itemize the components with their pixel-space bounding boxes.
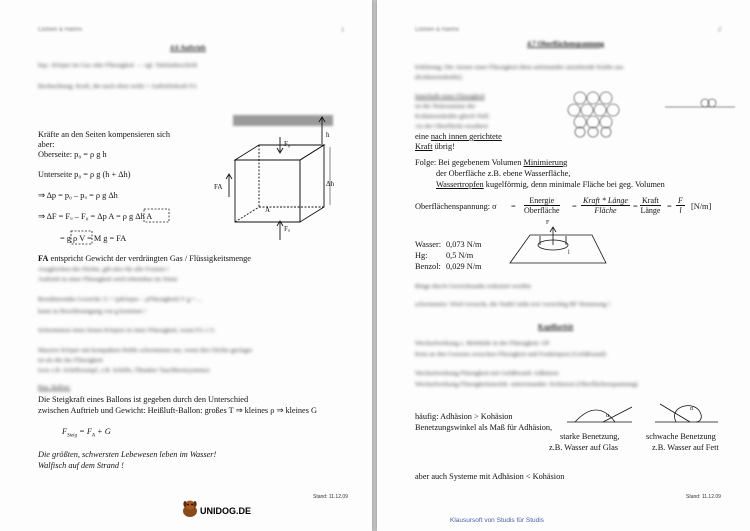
blurred-text: Massive Körper mit kompakten Hohle schwimmen nur, wenn ihre Dichte geringer bbox=[38, 347, 253, 354]
blurred-text: Kohäsionskräfte gleich Null. bbox=[415, 113, 490, 120]
bold-fa: FA bbox=[38, 254, 49, 263]
page-number: 1 bbox=[341, 27, 345, 33]
blurred-text: bsp.: Körper im Gas oder Flüssigkeit → vgl. Tafelanbeschrift bbox=[38, 62, 198, 69]
value-name: Wasser: bbox=[415, 240, 442, 249]
blurred-text: Ausgleichen der Dichte, gilt also für alle Formen ! bbox=[38, 266, 170, 273]
text-span: eine bbox=[415, 132, 431, 141]
formula-part: F bbox=[62, 427, 68, 436]
blurred-text: ist die Nettosumme der bbox=[415, 103, 476, 110]
page-header: Cloßen & Hanns bbox=[415, 27, 460, 33]
label-fu: Fᵤ bbox=[284, 225, 291, 233]
equation-line: ⇒ Δp = p₀ – pᵤ = ρ g Δh bbox=[38, 191, 118, 200]
text-line: Die Steigkraft eines Ballons ist gegeben durch den Unterschied bbox=[38, 395, 249, 404]
label-h: h bbox=[326, 131, 330, 139]
blurred-text: An der Oberfläche resultiert bbox=[415, 123, 489, 130]
text-line: Oberseite: p₀ = ρ g h bbox=[38, 150, 107, 159]
italic-note: Walfisch auf dem Strand ! bbox=[38, 461, 124, 470]
formula-part: = F bbox=[79, 427, 92, 436]
formula-sub: A bbox=[91, 433, 95, 439]
equals-sign: = bbox=[511, 202, 516, 211]
blurred-text: Wechselwirkung Flüssigkeitsmolek. untereinander: Kohäsion (Oberflächenspannung) bbox=[415, 381, 638, 388]
blurred-text: Wechselwirkung Flüssigkeit mit Gefäßwand: Adhäsion bbox=[415, 370, 559, 377]
blurred-text: Wechselwirkung z. Moleküle in der Flüssigkeit: OF bbox=[415, 340, 550, 347]
text-line: Unterseite p₀ = ρ g (h + Δh) bbox=[38, 170, 131, 179]
text-span: Kraft bbox=[415, 142, 433, 151]
text-span: übrig! bbox=[432, 142, 455, 151]
text-line: Kräfte an den Seiten kompensieren sich bbox=[38, 130, 171, 139]
italic-note: Die größten, schwersten Lebewesen leben im Wasser! bbox=[38, 450, 217, 459]
stand-date: Stand: 11.12.09 bbox=[686, 494, 721, 500]
label-dh: Δh bbox=[326, 180, 335, 188]
fraction-denominator: l bbox=[679, 206, 682, 215]
blurred-text: Ringe durch Gewichtsnahe reduziert werden bbox=[415, 283, 531, 290]
equals-sign: = bbox=[572, 202, 577, 211]
fraction-numerator: Kraft * Länge bbox=[583, 196, 628, 205]
blurred-text: Erklärung: Die Atome einer Flüssigkeit üben aufeinander anziehende Kräfte aus bbox=[415, 64, 624, 71]
caption-weak: z.B. Wasser auf Fett bbox=[652, 443, 719, 452]
text-span: kugelförmig, denn minimale Fläche bei geg. Volumen bbox=[483, 180, 665, 189]
blurred-text: Innerhalb einer Flüssigkeit bbox=[415, 93, 485, 100]
blurred-text: Beobachtung: Kraft, die nach oben wirkt = Auftriebskraft FA bbox=[38, 83, 197, 90]
page-number: 2 bbox=[718, 27, 722, 33]
blurred-text: Schwimmen eines festen Körpers in einer Flüssigkeit, wenn FA ≥ G bbox=[38, 327, 215, 334]
text-span: nach innen gerichtete bbox=[430, 132, 502, 141]
blurred-text: kann zu Beschleunigung von g kommen ! bbox=[38, 308, 147, 315]
section-title: 4.6 Auftrieb bbox=[170, 44, 206, 52]
fraction-denominator: Oberfläche bbox=[524, 206, 560, 215]
blurred-text: Resultierendes Gewicht: G = (ρKörper – ρFlüssigkeit) V g = ... bbox=[38, 296, 202, 303]
fraction-numerator: Kraft bbox=[642, 196, 659, 205]
formula-part: + G bbox=[97, 427, 111, 436]
value-name: Hg: bbox=[415, 251, 428, 260]
equation-line: ⇒ ΔF = Fᵤ – F₀ = Δp A = ρ g Δh A bbox=[38, 212, 153, 221]
value-name: Benzol: bbox=[415, 262, 441, 271]
footer-watermark: Klausursoft von Studis für Studis bbox=[450, 517, 544, 524]
text-line: aber auch Systeme mit Adhäsion < Kohäsion bbox=[415, 472, 565, 481]
sigma-label: Oberflächenspannung: σ bbox=[415, 202, 497, 211]
caption-strong: starke Benetzung, bbox=[560, 432, 620, 441]
ring-label-f: F bbox=[546, 220, 550, 226]
unidog-logo: UNIDOG.DE bbox=[200, 506, 252, 516]
ring-label-l: l bbox=[568, 250, 570, 256]
label-a: A bbox=[265, 206, 271, 214]
text-span: entspricht Gewicht der verdrängten Gas / Flüssigkeitsmenge bbox=[48, 254, 251, 263]
formula-sub: Steig bbox=[67, 433, 78, 439]
fraction-numerator: Energie bbox=[524, 196, 560, 206]
equals-sign: = bbox=[667, 202, 672, 211]
page-header: Cloßen & Hanns bbox=[38, 27, 83, 33]
text-span: Wassertropfen bbox=[436, 180, 484, 189]
section-title: 4.7 Oberflächenspannung bbox=[527, 40, 605, 48]
text-line: Benetzungswinkel als Maß für Adhäsion, bbox=[415, 423, 553, 432]
text-span: Folge: Bei gegebenem Volumen bbox=[415, 158, 524, 167]
text-line: zwischen Auftrieb und Gewicht: Heißluft-Ballon: großes T ⇒ kleines ρ ⇒ kleines G bbox=[38, 406, 318, 415]
blurred-text: Bsp. Ballon: bbox=[38, 384, 71, 391]
unit-label: [N/m] bbox=[691, 202, 712, 211]
caption-strong: z.B. Wasser auf Glas bbox=[549, 443, 618, 452]
text-span: Minimierung bbox=[523, 158, 568, 167]
text-line: der Oberfläche z.B. ebene Wasserfläche, bbox=[436, 169, 571, 178]
caption-weak: schwache Benetzung bbox=[646, 432, 716, 441]
fraction-denominator: Länge bbox=[640, 206, 661, 215]
alpha-label: α bbox=[690, 406, 694, 412]
blurred-text: schwimmen: Wird versucht, die Nadel sinkt erst vorsichtig BF Hemmung ! bbox=[415, 301, 611, 308]
fraction-denominator: Fläche bbox=[594, 206, 617, 215]
blurred-text: (Kohäsionskräfte) bbox=[415, 74, 462, 81]
equals-sign: = bbox=[633, 202, 638, 211]
blurred-text: (wie z.B. Schiffsrumpf, z.B. Schiffe, Öltanker Tauchbootsysteme) bbox=[38, 367, 210, 374]
equation-line: = g ρ V = M g = FA bbox=[60, 234, 127, 243]
value-amount: 0,5 N/m bbox=[446, 251, 474, 260]
text-line: häufig: Adhäsion > Kohäsion bbox=[415, 412, 513, 421]
blurred-text: Auftrieb in einer Flüssigkeit wird erkennbar im Sinne bbox=[38, 276, 178, 283]
label-fa: FA bbox=[214, 183, 223, 191]
fraction-numerator: F bbox=[678, 196, 683, 205]
stand-date: Stand: 11.12.09 bbox=[313, 494, 348, 500]
blurred-text: Kein an den Grenzen zwischen Flüssigkeit und Festkörpern (Gefäßwand) bbox=[415, 351, 606, 358]
value-amount: 0,073 N/m bbox=[446, 240, 482, 249]
label-f0: F₀ bbox=[284, 140, 291, 148]
value-amount: 0,029 N/m bbox=[446, 262, 482, 271]
blurred-text: ist als die der Flüssigkeit bbox=[38, 357, 103, 364]
section-heading: Kapillarität bbox=[538, 323, 574, 331]
alpha-label: α bbox=[606, 413, 610, 419]
text-line: aber: bbox=[38, 140, 55, 149]
